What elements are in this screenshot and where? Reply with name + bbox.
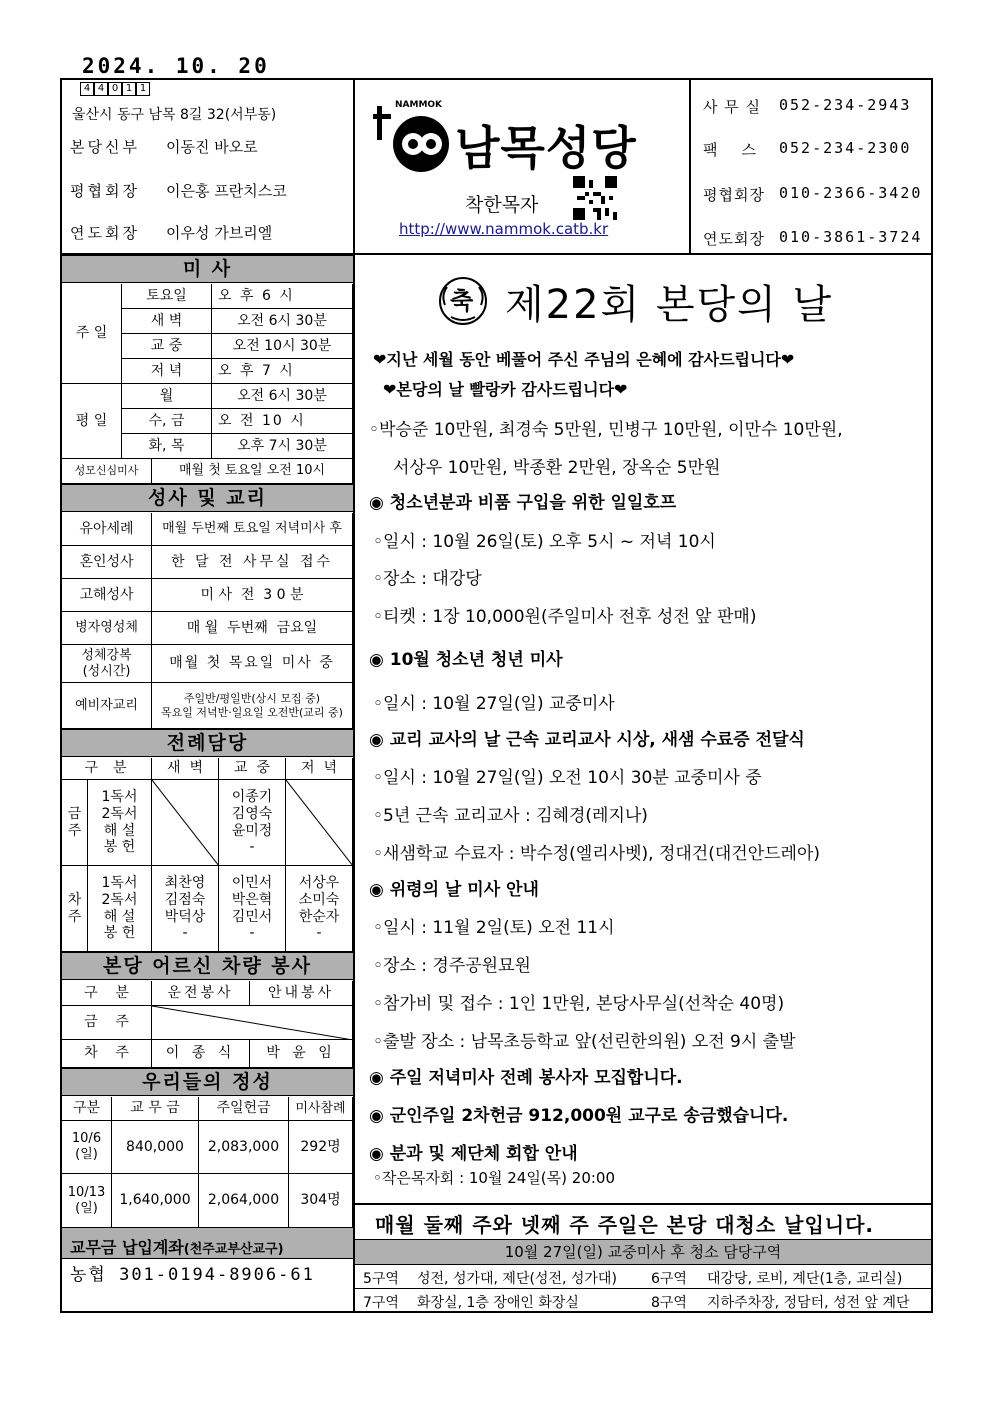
mass-time-label: 수, 금 <box>122 409 212 434</box>
offerings-header: 미사참례 <box>289 1097 353 1121</box>
parish-name: 남목성당 <box>455 121 637 175</box>
vehicle-driver: 이 종 식 <box>152 1040 250 1068</box>
staff-name: 이은홍 프란치스코 <box>166 182 287 200</box>
mass-time-label: 토요일 <box>122 284 212 309</box>
vehicle-header: 운전봉사 <box>152 981 250 1006</box>
sacraments-title: 성사 및 교리 <box>62 484 353 512</box>
account-title <box>70 1235 284 1258</box>
zone-areas: 화장실, 1층 장애인 화장실 <box>417 1295 579 1311</box>
notice-title: ◉ 주일 저녁미사 전례 봉사자 모집합니다. <box>369 1068 683 1088</box>
parish-info <box>62 80 355 253</box>
notice-detail: ◦출발 장소 : 남목초등학교 앞(선린한의원) 오전 9시 출발 <box>373 1032 796 1052</box>
staff-row <box>70 180 287 201</box>
notice-detail: ◦참가비 및 접수 : 1인 1만원, 본당사무실(선착순 40명) <box>373 994 785 1014</box>
cleaning-title: 매월 둘째 주와 넷째 주 주일은 본당 대청소 날입니다. <box>375 1213 875 1237</box>
donor-line: 서상우 10만원, 박종환 2만원, 장옥순 5만원 <box>393 458 721 478</box>
bulletin-date: 2024. 10. 20 <box>82 54 270 78</box>
sacrament-schedule: 매월 첫 목요일 미사 중 <box>152 645 353 683</box>
cleaning-zone-row <box>355 1265 931 1289</box>
vehicle-header: 구 분 <box>62 981 152 1006</box>
contact-label: 팩 스 <box>703 141 758 159</box>
mass-time-label: 화, 목 <box>122 434 212 459</box>
zone-label: 8구역 <box>651 1295 687 1311</box>
account-bank-note: (천주교부산교구) <box>183 1242 284 1257</box>
zone-label: 7구역 <box>363 1295 399 1311</box>
notice-detail: ◦일시 : 10월 27일(일) 교중미사 <box>373 694 615 714</box>
sacrament-schedule: 한 달 전 사무실 접수 <box>152 546 353 579</box>
postal-digit: 0 <box>108 82 122 96</box>
liturgy-names: 이민서 박은혁 김민서 - <box>219 866 286 952</box>
staff-row <box>70 222 272 243</box>
offering-attendance: 292명 <box>289 1121 353 1174</box>
vehicle-header: 안내봉사 <box>250 981 353 1006</box>
notice-title: ◉ 분과 및 제단체 회합 안내 <box>369 1144 578 1164</box>
liturgy-names: 최찬영 김점숙 박덕상 - <box>152 866 219 952</box>
cleaning-subtitle: 10월 27일(일) 교중미사 후 청소 담당구역 <box>355 1239 931 1265</box>
zone-areas: 성전, 성가대, 제단(성전, 성가대) <box>417 1271 617 1287</box>
postal-digit: 1 <box>122 82 136 96</box>
postal-code <box>80 82 150 96</box>
notice-detail: ◦작은목자회 : 10월 24일(목) 20:00 <box>373 1169 615 1187</box>
notice-title: ◉ 청소년분과 비품 구입을 위한 일일호프 <box>369 493 677 513</box>
zone-areas: 지하주차장, 정담터, 성전 앞 계단 <box>707 1295 910 1311</box>
offering-tithe: 1,640,000 <box>112 1174 199 1228</box>
notice-detail: ◦장소 : 대강당 <box>373 569 482 589</box>
mass-time: 오전 6시 30분 <box>212 384 353 409</box>
liturgy-empty-cell <box>286 780 353 866</box>
sacrament-schedule: 미 사 전 3 0 분 <box>152 579 353 612</box>
postal-digit: 4 <box>94 82 108 96</box>
sacrament-label: 병자영성체 <box>62 612 152 645</box>
cleaning-zone-row <box>355 1289 931 1313</box>
left-column <box>62 255 355 1311</box>
sacrament-schedule: 매 월 두번째 금요일 <box>152 612 353 645</box>
liturgy-header: 교 중 <box>219 758 286 780</box>
offering-attendance: 304명 <box>289 1174 353 1228</box>
staff-name: 이동진 바오로 <box>166 138 258 156</box>
zone-label: 5구역 <box>363 1271 399 1287</box>
cleaning-box <box>355 1203 931 1311</box>
offerings-title: 우리들의 정성 <box>62 1068 353 1096</box>
staff-role: 연도회장 <box>70 224 140 242</box>
notice-detail: ◦티켓 : 1장 10,000원(주일미사 전후 성전 앞 판매) <box>373 607 757 627</box>
notice-title: ◉ 교리 교사의 날 근속 교리교사 시상, 새샘 수료증 전달식 <box>369 730 805 750</box>
mass-time: 오전 6시 30분 <box>212 309 353 334</box>
monthly-mass-label: 성모신심미사 <box>62 459 152 484</box>
liturgy-header: 구 분 <box>62 758 152 780</box>
sacrament-label: 혼인성사 <box>62 546 152 579</box>
liturgy-empty-cell <box>152 780 219 866</box>
staff-role: 본당신부 <box>70 138 140 156</box>
sacrament-schedule: 매월 두번째 토요일 저녁미사 후 <box>152 513 353 546</box>
diagonal-line-icon <box>152 1006 353 1040</box>
contacts <box>693 80 931 253</box>
contact-number: 052-234-2943 <box>779 96 912 114</box>
mass-time: 오전 10시 30분 <box>212 334 353 359</box>
notice-detail: ◦새샘학교 수료자 : 박수정(엘리사벳), 정대건(대건안드레아) <box>373 844 821 864</box>
sacrament-label: 성체강복 (성시간) <box>62 645 152 683</box>
mass-title: 미 사 <box>62 255 353 283</box>
liturgy-header: 새 벽 <box>152 758 219 780</box>
staff-role: 평협회장 <box>70 182 140 200</box>
notice-detail: ◦장소 : 경주공원묘원 <box>373 956 531 976</box>
offerings-header: 주일헌금 <box>199 1097 289 1121</box>
main-title: 제22회 본당의 날 <box>505 282 834 328</box>
thanks-line: ❤지난 세월 동안 베풀어 주신 주님의 은혜에 감사드립니다❤ <box>373 350 795 369</box>
sacrament-label: 유아세례 <box>62 513 152 546</box>
weekday-label: 평 일 <box>62 384 122 459</box>
liturgy-roles: 1독서 2독서 해 설 봉 헌 <box>88 866 152 952</box>
liturgy-week-label: 차 주 <box>62 866 88 952</box>
postal-digit: 1 <box>136 82 150 96</box>
contact-number: 010-2366-3420 <box>779 184 923 202</box>
mass-time: 오 후 7 시 <box>212 359 353 384</box>
liturgy-names: 서상우 소미숙 한순자 - <box>286 866 353 952</box>
vehicle-title: 본당 어르신 차량 봉사 <box>62 952 353 980</box>
sacrament-label: 고해성사 <box>62 579 152 612</box>
offering-date: 10/13 (일) <box>62 1174 112 1228</box>
bulletin-frame <box>60 78 933 1313</box>
sunday-label: 주 일 <box>62 284 122 384</box>
contact-label: 평협회장 <box>703 186 765 204</box>
notice-title: ◉ 위령의 날 미사 안내 <box>369 880 539 900</box>
logo-small-text: NAMMOK <box>395 100 443 110</box>
notice-detail: ◦5년 근속 교리교사 : 김혜경(레지나) <box>373 806 648 826</box>
contact-number: 010-3861-3724 <box>779 228 923 246</box>
offering-sunday: 2,083,000 <box>199 1121 289 1174</box>
thanks-line: ❤본당의 날 빨랑카 감사드립니다❤ <box>383 380 628 399</box>
donor-line: ◦박승준 10만원, 최경숙 5만원, 민병구 10만원, 이만수 10만원, <box>369 420 843 440</box>
account-number: 농협 301-0194-8906-61 <box>70 1265 315 1285</box>
offerings-header: 구분 <box>62 1097 112 1121</box>
postal-digit: 4 <box>80 82 94 96</box>
notice-detail: ◦일시 : 10월 26일(토) 오후 5시 ~ 저녁 10시 <box>373 532 716 552</box>
liturgy-title: 전례담당 <box>62 729 353 757</box>
logo-area <box>355 80 691 253</box>
contact-label: 연도회장 <box>703 230 765 248</box>
notices-column <box>355 255 931 1311</box>
sacrament-label: 예비자교리 <box>62 683 152 729</box>
vehicle-empty-cell <box>152 1006 353 1040</box>
vehicle-week-label: 금 주 <box>62 1006 152 1040</box>
contact-row <box>703 184 922 205</box>
liturgy-roles: 1독서 2독서 해 설 봉 헌 <box>88 780 152 866</box>
liturgy-week-label: 금 주 <box>62 780 88 866</box>
badge-text: 축 <box>450 287 474 315</box>
vehicle-week-label: 차 주 <box>62 1040 152 1068</box>
mass-time-label: 월 <box>122 384 212 409</box>
contact-label: 사 무 실 <box>703 98 762 116</box>
staff-name: 이우성 가브리엘 <box>166 224 273 242</box>
motto: 착한목자 <box>465 194 539 216</box>
address: 울산시 동구 남목 8길 32(서부동) <box>72 107 277 123</box>
mass-time: 오후 7시 30분 <box>212 434 353 459</box>
liturgy-header: 저 녁 <box>286 758 353 780</box>
offering-tithe: 840,000 <box>112 1121 199 1174</box>
notice-detail: ◦일시 : 10월 27일(일) 오전 10시 30분 교중미사 중 <box>373 768 762 788</box>
mass-time-label: 교 중 <box>122 334 212 359</box>
diagonal-line-icon <box>152 780 219 866</box>
contact-row <box>703 228 922 249</box>
offering-date: 10/6 (일) <box>62 1121 112 1174</box>
notice-title: ◉ 군인주일 2차헌금 912,000원 교구로 송금했습니다. <box>369 1106 789 1126</box>
diagonal-line-icon <box>286 780 353 866</box>
notice-detail: ◦일시 : 11월 2일(토) 오전 11시 <box>373 918 615 938</box>
mass-time: 오 전 10 시 <box>212 409 353 434</box>
notice-title: ◉ 10월 청소년 청년 미사 <box>369 650 563 670</box>
offering-sunday: 2,064,000 <box>199 1174 289 1228</box>
offerings-header: 교 무 금 <box>112 1097 199 1121</box>
contact-row <box>703 96 911 117</box>
account-label: 교무금 납입계좌 <box>70 1238 184 1257</box>
contact-row <box>703 139 911 160</box>
zone-label: 6구역 <box>651 1271 687 1287</box>
qr-code-icon <box>573 176 617 220</box>
mass-time: 오 후 6 시 <box>212 284 353 309</box>
website-link[interactable]: http://www.nammok.catb.kr <box>399 220 609 238</box>
liturgy-names: 이종기 김영숙 윤미정 - <box>219 780 286 866</box>
mass-time-label: 새 벽 <box>122 309 212 334</box>
zone-areas: 대강당, 로비, 계단(1층, 교리실) <box>707 1271 903 1287</box>
vehicle-guide: 박 윤 임 <box>250 1040 353 1068</box>
monthly-mass-time: 매월 첫 토요일 오전 10시 <box>152 459 353 484</box>
header <box>62 80 931 255</box>
staff-row <box>70 136 258 157</box>
contact-number: 052-234-2300 <box>779 139 912 157</box>
sacrament-schedule: 주일반/평일반(상시 모집 중) 목요일 저녁반·일요일 오전반(교리 중) <box>152 683 353 729</box>
mass-time-label: 저 녁 <box>122 359 212 384</box>
